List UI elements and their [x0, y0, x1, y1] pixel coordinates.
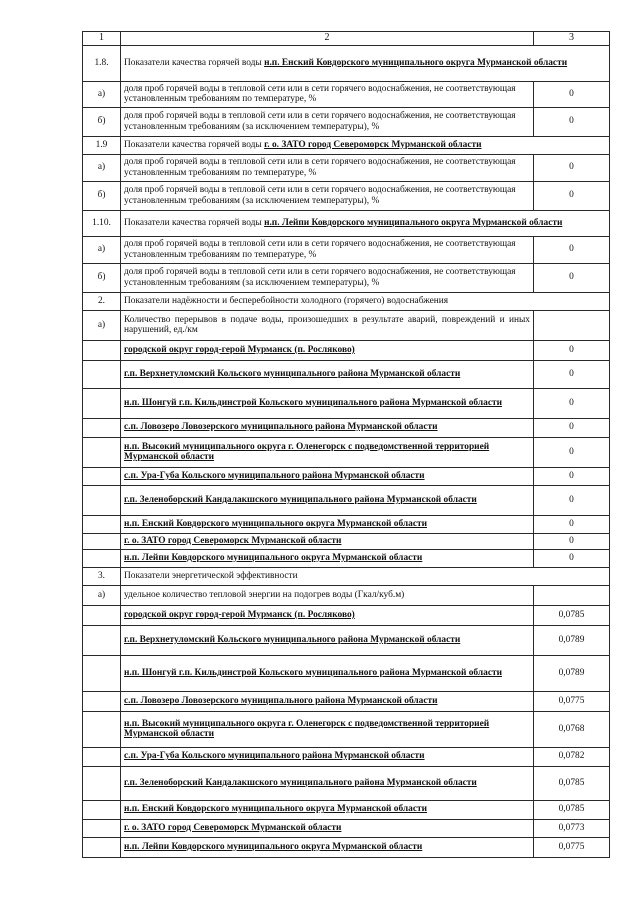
item-value: 0 [534, 181, 610, 210]
section-title [121, 45, 610, 81]
locality-name: с.п. Ловозеро Ловозерского муниципального района Мурманской области [121, 418, 534, 437]
locality-value: 0,0773 [534, 819, 610, 837]
table-row-place [83, 655, 610, 691]
table-row-place [83, 515, 610, 533]
locality-value: 0 [534, 340, 610, 360]
table-row-place [83, 711, 610, 747]
empty-cell [83, 340, 121, 360]
item-value [534, 585, 610, 605]
section-title-text: Показатели надёжности и бесперебойности холодного (горячего) водоснабжения [124, 295, 449, 306]
table-row-place [83, 800, 610, 819]
empty-cell [83, 360, 121, 388]
table-row-section [83, 45, 610, 81]
empty-cell [83, 837, 121, 857]
locality-name: с.п. Ура-Губа Кольского муниципального района Мурманской области [121, 467, 534, 485]
empty-cell [83, 819, 121, 837]
section-title [121, 292, 610, 310]
empty-cell [83, 549, 121, 567]
table-row-place [83, 340, 610, 360]
item-letter: а) [83, 310, 121, 340]
locality-value: 0,0768 [534, 711, 610, 747]
locality-name: н.п. Высокий муниципального округа г. Оленегорск с подведомственной территорией Мурманской области [121, 437, 534, 467]
section-number: 2. [83, 292, 121, 310]
item-letter: а) [83, 154, 121, 181]
table-row-item [83, 107, 610, 136]
table-row-section [83, 136, 610, 154]
table-row-place [83, 549, 610, 567]
item-letter: а) [83, 236, 121, 263]
locality-value: 0,0775 [534, 837, 610, 857]
section-title-text: Показатели энергетической эффективности [124, 570, 298, 581]
table-row-item [83, 236, 610, 263]
empty-cell [83, 418, 121, 437]
item-description: удельное количество тепловой энергии на подогрев воды (Гкал/куб.м) [121, 585, 534, 605]
locality-name: с.п. Ура-Губа Кольского муниципального района Мурманской области [121, 747, 534, 766]
item-value: 0 [534, 263, 610, 292]
locality-name: г. о. ЗАТО город Североморск Мурманской области [121, 819, 534, 837]
locality-name: г.п. Зеленоборский Кандалакшского муниципального района Мурманской области [121, 485, 534, 515]
header-cell: 1 [83, 32, 121, 46]
locality-name: городской округ город-герой Мурманск (п. Росляково) [121, 340, 534, 360]
table-row-place [83, 605, 610, 625]
locality-name: городской округ город-герой Мурманск (п. Росляково) [121, 605, 534, 625]
empty-cell [83, 711, 121, 747]
empty-cell [83, 800, 121, 819]
table-row-place [83, 437, 610, 467]
locality-value: 0,0782 [534, 747, 610, 766]
item-description: доля проб горячей воды в тепловой сети или в сети горячего водоснабжения, не соответствующая установленным требованиям (за исключением температуры), % [121, 181, 534, 210]
item-description: доля проб горячей воды в тепловой сети или в сети горячего водоснабжения, не соответствующая установленным требованиям по температуре, % [121, 154, 534, 181]
locality-value: 0,0775 [534, 691, 610, 711]
locality-value: 0 [534, 515, 610, 533]
section-locality: н.п. Лейпи Ковдорского муниципального округа Мурманской области [264, 217, 563, 228]
section-number: 1.8. [83, 45, 121, 81]
empty-cell [83, 467, 121, 485]
item-value: 0 [534, 81, 610, 107]
item-letter: б) [83, 107, 121, 136]
locality-name: н.п. Енский Ковдорского муниципального округа Мурманской области [121, 800, 534, 819]
table-header-row [83, 32, 610, 46]
empty-cell [83, 388, 121, 418]
empty-cell [83, 533, 121, 549]
item-description: доля проб горячей воды в тепловой сети или в сети горячего водоснабжения, не соответствующая установленным требованиям (за исключением температуры), % [121, 107, 534, 136]
table-row-place [83, 837, 610, 857]
locality-name: н.п. Шонгуй г.п. Кильдинстрой Кольского муниципального района Мурманской области [121, 388, 534, 418]
empty-cell [83, 437, 121, 467]
locality-name: с.п. Ловозеро Ловозерского муниципального района Мурманской области [121, 691, 534, 711]
locality-name: г.п. Зеленоборский Кандалакшского муниципального района Мурманской области [121, 766, 534, 800]
locality-value: 0 [534, 549, 610, 567]
item-letter: б) [83, 181, 121, 210]
table-row-place [83, 747, 610, 766]
item-description: доля проб горячей воды в тепловой сети или в сети горячего водоснабжения, не соответствующая установленным требованиям по температуре, % [121, 236, 534, 263]
table-row-place [83, 388, 610, 418]
locality-value: 0,0785 [534, 766, 610, 800]
section-locality: н.п. Енский Ковдорского муниципального округа Мурманской области [264, 57, 568, 68]
locality-value: 0 [534, 437, 610, 467]
locality-value: 0 [534, 467, 610, 485]
section-number: 1.10. [83, 210, 121, 236]
empty-cell [83, 605, 121, 625]
table-row-sub [83, 310, 610, 340]
empty-cell [83, 625, 121, 655]
item-value [534, 310, 610, 340]
section-number: 1.9 [83, 136, 121, 154]
locality-value: 0 [534, 418, 610, 437]
table-row-place [83, 625, 610, 655]
locality-value: 0,0785 [534, 605, 610, 625]
locality-value: 0,0785 [534, 800, 610, 819]
empty-cell [83, 655, 121, 691]
item-description: доля проб горячей воды в тепловой сети или в сети горячего водоснабжения, не соответствующая установленным требованиям по температуре, % [121, 81, 534, 107]
header-cell: 2 [121, 32, 534, 46]
table-row-item [83, 81, 610, 107]
section-title-text: Показатели качества горячей воды [124, 57, 265, 68]
locality-value: 0 [534, 388, 610, 418]
item-letter: а) [83, 585, 121, 605]
locality-name: н.п. Шонгуй г.п. Кильдинстрой Кольского муниципального района Мурманской области [121, 655, 534, 691]
item-description: доля проб горячей воды в тепловой сети или в сети горячего водоснабжения, не соответствующая установленным требованиям (за исключением температуры), % [121, 263, 534, 292]
item-description: Количество перерывов в подаче воды, произошедших в результате аварий, повреждений и иных нарушений, ед./км [121, 310, 534, 340]
section-title [121, 210, 610, 236]
table-row-place [83, 533, 610, 549]
table-row-section [83, 292, 610, 310]
section-title-text: Показатели качества горячей воды [124, 217, 265, 228]
item-value: 0 [534, 107, 610, 136]
table-row-place [83, 418, 610, 437]
table-row-place [83, 360, 610, 388]
indicators-table [82, 31, 610, 858]
table-row-place [83, 691, 610, 711]
item-letter: а) [83, 81, 121, 107]
table-row-item [83, 263, 610, 292]
locality-name: г. о. ЗАТО город Североморск Мурманской области [121, 533, 534, 549]
empty-cell [83, 766, 121, 800]
table-row-sub [83, 585, 610, 605]
table-row-section [83, 210, 610, 236]
table-row-place [83, 485, 610, 515]
locality-name: н.п. Енский Ковдорского муниципального округа Мурманской области [121, 515, 534, 533]
locality-name: г.п. Верхнетуломский Кольского муниципального района Мурманской области [121, 625, 534, 655]
table-row-place [83, 467, 610, 485]
section-title-text: Показатели качества горячей воды [124, 139, 265, 150]
item-letter: б) [83, 263, 121, 292]
table-row-section [83, 567, 610, 585]
locality-name: н.п. Высокий муниципального округа г. Оленегорск с подведомственной территорией Мурманской области [121, 711, 534, 747]
section-title [121, 136, 610, 154]
empty-cell [83, 515, 121, 533]
table-row-item [83, 154, 610, 181]
section-title [121, 567, 610, 585]
empty-cell [83, 747, 121, 766]
locality-name: н.п. Лейпи Ковдорского муниципального округа Мурманской области [121, 549, 534, 567]
locality-value: 0 [534, 533, 610, 549]
locality-value: 0,0789 [534, 655, 610, 691]
table-row-place [83, 766, 610, 800]
locality-value: 0,0789 [534, 625, 610, 655]
table-row-place [83, 819, 610, 837]
locality-name: г.п. Верхнетуломский Кольского муниципального района Мурманской области [121, 360, 534, 388]
header-cell: 3 [534, 32, 610, 46]
section-locality: г. о. ЗАТО город Североморск Мурманской области [264, 139, 482, 150]
locality-name: н.п. Лейпи Ковдорского муниципального округа Мурманской области [121, 837, 534, 857]
section-number: 3. [83, 567, 121, 585]
table-row-item [83, 181, 610, 210]
table-body [83, 32, 610, 858]
locality-value: 0 [534, 360, 610, 388]
item-value: 0 [534, 236, 610, 263]
empty-cell [83, 485, 121, 515]
item-value: 0 [534, 154, 610, 181]
empty-cell [83, 691, 121, 711]
locality-value: 0 [534, 485, 610, 515]
